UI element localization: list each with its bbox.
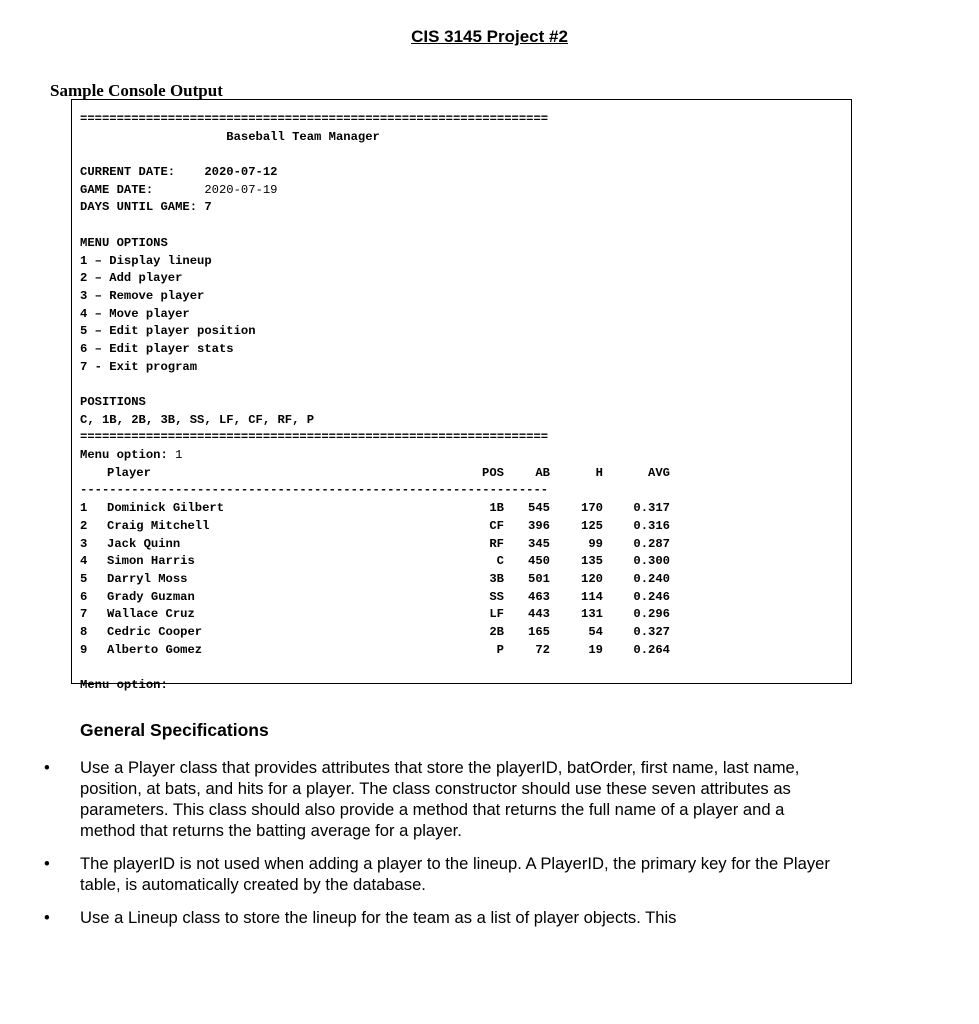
player-name: Alberto Gomez [107,642,203,657]
spec-bullet: • Use a Player class that provides attributes that store the playerID, batOrder, first name, last name, position, at bats, and hits for a player. The class constructor should use these seven attributes as parameters. This class should also provide a method that returns the full name of a player and a method that returns the batting average for a player. [60,757,830,841]
menu-option-value: 1 [175,448,183,463]
player-h: 114 [581,589,603,604]
table-row [80,606,670,624]
player-avg: 0.264 [633,642,670,657]
player-h: 54 [588,624,603,639]
player-avg: 0.317 [633,501,670,516]
player-number: 1 [80,501,88,516]
spec-bullet: • The playerID is not used when adding a player to the lineup. A PlayerID, the primary key for the Player table, is automatically created by the database. [60,853,830,895]
days-until-value: 7 [204,200,212,215]
separator-bottom: ================================================================ [80,430,549,445]
player-pos: 3B [489,571,504,586]
player-pos: 2B [489,624,504,639]
player-ab: 345 [528,536,550,551]
app-title: Baseball Team Manager [226,129,380,144]
specs-bullet-list [60,757,830,940]
table-row [80,624,670,642]
console-text [80,111,670,695]
player-number: 4 [80,554,88,569]
player-number: 3 [80,536,88,551]
lineup-rows [80,500,670,659]
player-avg: 0.316 [633,518,670,533]
player-name: Simon Harris [107,554,195,569]
game-date-line [80,182,670,200]
player-h: 120 [581,571,603,586]
document-title [0,27,979,47]
menu-header: MENU OPTIONS [80,235,168,250]
final-menu-prompt: Menu option: [80,678,168,692]
game-date-value: 2020-07-19 [204,182,278,197]
player-ab: 545 [528,501,550,516]
menu-option-line [80,447,670,465]
dash-separator: ---------------------------------------------------------------- [80,483,549,498]
player-h: 135 [581,554,603,569]
player-number: 5 [80,571,88,586]
days-until-line [80,199,670,217]
player-number: 8 [80,624,88,639]
player-h: 99 [588,536,603,551]
col-avg: AVG [648,465,670,480]
player-pos: LF [489,607,504,622]
player-pos: C [496,554,504,569]
col-ab: AB [535,465,550,480]
col-pos: POS [482,465,504,480]
menu-item: 2 – Add player [80,271,183,286]
player-ab: 463 [528,589,550,604]
player-name: Dominick Gilbert [107,501,225,516]
player-avg: 0.296 [633,607,670,622]
player-number: 2 [80,518,88,533]
lineup-header-row [80,465,670,483]
col-player: Player [107,465,151,480]
player-ab: 501 [528,571,550,586]
section-heading: Sample Console Output [50,81,223,100]
player-name: Cedric Cooper [107,624,203,639]
menu-item: 1 – Display lineup [80,253,212,268]
player-h: 125 [581,518,603,533]
player-pos: RF [489,536,504,551]
table-row [80,642,670,660]
table-row [80,536,670,554]
player-name: Grady Guzman [107,589,195,604]
player-number: 6 [80,589,88,604]
player-avg: 0.287 [633,536,670,551]
player-h: 170 [581,501,603,516]
player-number: 9 [80,642,88,657]
player-ab: 72 [535,642,550,657]
menu-option-prompt: Menu option: [80,448,168,463]
game-date-label: GAME DATE: [80,182,154,197]
player-number: 7 [80,607,88,622]
menu-item: 3 – Remove player [80,288,205,303]
menu-item: 7 - Exit program [80,359,198,374]
table-row [80,571,670,589]
current-date-value: 2020-07-12 [204,165,278,180]
general-specs-heading: General Specifications [80,720,269,740]
current-date-label: CURRENT DATE: [80,165,176,180]
spec-bullet: • Use a Lineup class to store the lineup for the team as a list of player objects. This [60,907,830,928]
positions-list: C, 1B, 2B, 3B, SS, LF, CF, RF, P [80,412,315,427]
player-pos: CF [489,518,504,533]
current-date-line [80,164,670,182]
days-until-label: DAYS UNTIL GAME: [80,200,198,215]
positions-header: POSITIONS [80,395,146,409]
player-avg: 0.300 [633,554,670,569]
table-row [80,553,670,571]
app-title-line [80,129,670,147]
player-pos: P [496,642,504,657]
player-avg: 0.246 [633,589,670,604]
player-avg: 0.327 [633,624,670,639]
menu-item: 6 – Edit player stats [80,341,234,356]
player-pos: 1B [489,501,504,516]
player-ab: 396 [528,518,550,533]
table-row [80,518,670,536]
player-ab: 443 [528,607,550,622]
menu-item: 4 – Move player [80,306,190,321]
player-ab: 165 [528,624,550,639]
player-h: 131 [581,607,603,622]
table-row [80,500,670,518]
player-pos: SS [489,589,504,604]
player-name: Craig Mitchell [107,518,210,533]
player-name: Wallace Cruz [107,607,195,622]
table-row [80,589,670,607]
separator-top: ================================================================ [80,112,549,126]
player-name: Darryl Moss [107,571,188,586]
menu-item: 5 – Edit player position [80,324,256,339]
player-avg: 0.240 [633,571,670,586]
col-h: H [595,465,603,480]
player-h: 19 [588,642,603,657]
player-name: Jack Quinn [107,536,181,551]
player-ab: 450 [528,554,550,569]
document-title-text: CIS 3145 Project #2 [411,27,568,46]
